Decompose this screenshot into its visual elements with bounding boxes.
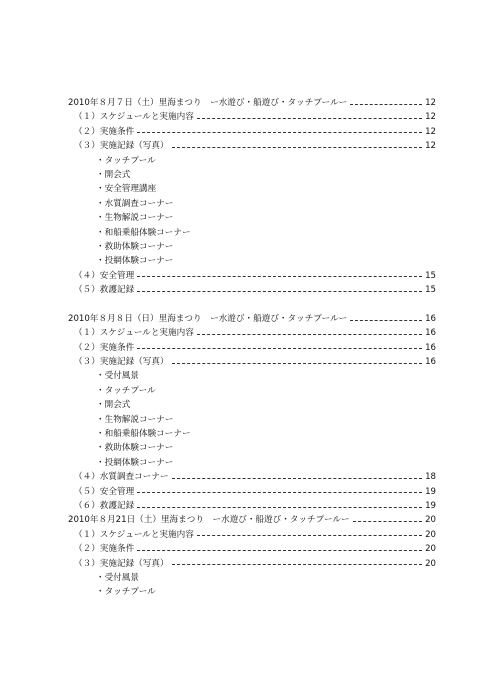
toc-item-title: （５）安全管理 (74, 486, 135, 497)
toc-subitem (68, 154, 436, 168)
toc-item-title: （１）スケジュールと実施内容 (74, 529, 194, 540)
dot-leader (137, 550, 422, 551)
toc-item-title: （２）実施条件 (74, 126, 135, 137)
toc-item-title: （３）実施記録（写真） (74, 141, 169, 152)
page-number: 19 (425, 500, 436, 511)
toc-subitem (68, 398, 436, 412)
toc-heading (68, 312, 436, 326)
toc-item (68, 355, 436, 369)
toc-item (68, 326, 436, 340)
page-number: 20 (425, 558, 436, 569)
toc-item (68, 470, 436, 484)
toc-subitem (68, 456, 436, 470)
toc-item (68, 528, 436, 542)
page-number: 12 (425, 112, 436, 123)
toc-subitem (68, 168, 436, 182)
page-number: 20 (425, 544, 436, 555)
page-number: 20 (425, 515, 436, 526)
toc-item (68, 125, 436, 139)
toc-subitem-title: ・和船乗船体験コーナー (96, 428, 191, 439)
section-gap (68, 297, 436, 311)
toc-item-title: （４）水質調査コーナー (74, 472, 169, 483)
page-number: 16 (425, 328, 436, 339)
toc-subitem (68, 197, 436, 211)
dot-leader (137, 348, 422, 349)
toc-subitem-title: ・タッチプール (96, 587, 156, 598)
toc-subitem (68, 441, 436, 455)
toc-subitem-title: ・生物解説コーナー (96, 414, 174, 425)
page-number: 18 (425, 472, 436, 483)
page-number: 16 (425, 313, 436, 324)
toc-heading-title: 2010年８月21日（土）里海まつり ー水遊び・船遊び・タッチプールー (68, 515, 350, 526)
toc-subitem-title: ・タッチプール (96, 385, 156, 396)
dot-leader (137, 276, 422, 277)
toc-subitem-title: ・開会式 (96, 400, 131, 411)
dot-leader (172, 363, 423, 364)
toc-item-title: （４）安全管理 (74, 270, 135, 281)
toc-subitem (68, 369, 436, 383)
toc-subitem (68, 427, 436, 441)
toc-item (68, 542, 436, 556)
toc-subitem (68, 240, 436, 254)
toc-item-title: （２）実施条件 (74, 544, 135, 555)
dot-leader (172, 478, 423, 479)
toc-item (68, 341, 436, 355)
toc-heading (68, 96, 436, 110)
dot-leader (350, 320, 422, 321)
toc-item-title: （３）実施記録（写真） (74, 558, 169, 569)
toc-subitem-title: ・安全管理講座 (96, 184, 157, 195)
page-number: 12 (425, 126, 436, 137)
dot-leader (137, 492, 422, 493)
toc-subitem (68, 182, 436, 196)
toc-subitem-title: ・タッチプール (96, 155, 156, 166)
toc-item (68, 485, 436, 499)
toc-subitem (68, 211, 436, 225)
toc-item-title: （６）救護記録 (74, 500, 135, 511)
toc-item-title: （１）スケジュールと実施内容 (74, 112, 194, 123)
table-of-contents (68, 96, 436, 600)
toc-subitem-title: ・投網体験コーナー (96, 457, 174, 468)
toc-heading (68, 513, 436, 527)
toc-item (68, 269, 436, 283)
dot-leader (197, 118, 422, 119)
dot-leader (350, 104, 422, 105)
toc-subitem-title: ・受付風景 (96, 572, 139, 583)
dot-leader (137, 507, 422, 508)
toc-item-title: （３）実施記録（写真） (74, 357, 169, 368)
dot-leader (197, 334, 422, 335)
dot-leader (172, 564, 423, 565)
toc-subitem (68, 413, 436, 427)
page-number: 12 (425, 141, 436, 152)
dot-leader (172, 147, 423, 148)
toc-item-title: （２）実施条件 (74, 342, 135, 353)
toc-subitem-title: ・救助体験コーナー (96, 241, 174, 252)
toc-heading-title: 2010年８月７日（土）里海まつり ー水遊び・船遊び・タッチプールー (68, 98, 348, 108)
toc-subitem-title: ・受付風景 (96, 371, 139, 382)
toc-item (68, 283, 436, 297)
page-number: 20 (425, 529, 436, 540)
toc-subitem-title: ・救助体験コーナー (96, 443, 174, 454)
toc-subitem-title: ・水質調査コーナー (96, 198, 174, 209)
toc-subitem-title: ・開会式 (96, 169, 131, 180)
page-number: 12 (425, 98, 436, 108)
toc-subitem (68, 226, 436, 240)
page-number: 16 (425, 357, 436, 368)
toc-item (68, 139, 436, 153)
toc-item (68, 110, 436, 124)
toc-item (68, 499, 436, 513)
dot-leader (137, 132, 422, 133)
page-number: 19 (425, 486, 436, 497)
dot-leader (353, 521, 422, 522)
page-number: 15 (425, 270, 436, 281)
toc-subitem (68, 384, 436, 398)
toc-subitem (68, 571, 436, 585)
dot-leader (197, 535, 422, 536)
toc-item-title: （５）救護記録 (74, 285, 135, 296)
toc-heading-title: 2010年８月８日（日）里海まつり ー水遊び・船遊び・タッチプールー (68, 313, 348, 324)
toc-subitem-title: ・投網体験コーナー (96, 256, 174, 267)
page-number: 15 (425, 285, 436, 296)
page-number: 16 (425, 342, 436, 353)
toc-item-title: （１）スケジュールと実施内容 (74, 328, 194, 339)
toc-subitem (68, 585, 436, 599)
dot-leader (137, 291, 422, 292)
toc-subitem-title: ・生物解説コーナー (96, 213, 174, 224)
toc-subitem (68, 254, 436, 268)
toc-subitem-title: ・和船乗船体験コーナー (96, 227, 191, 238)
toc-item (68, 557, 436, 571)
